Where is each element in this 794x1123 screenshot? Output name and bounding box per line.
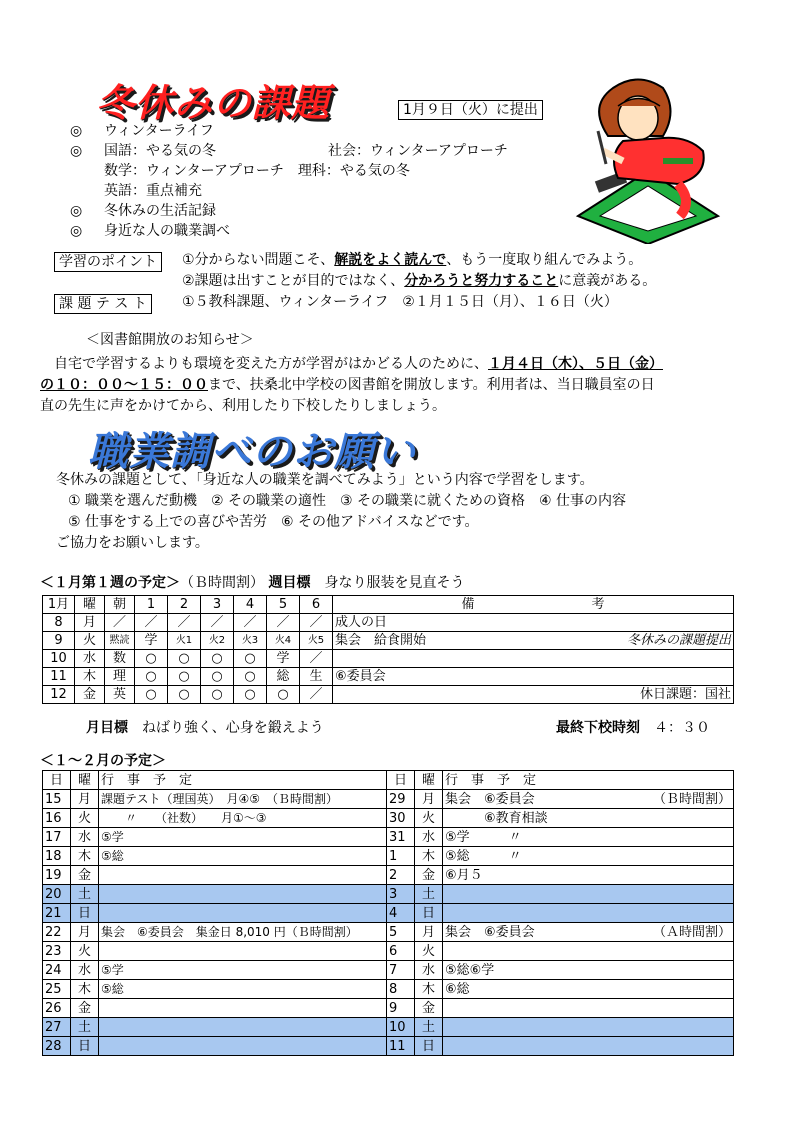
period-cell: ○ xyxy=(168,650,201,668)
table-row xyxy=(43,650,734,668)
day-cell: 8 xyxy=(387,980,415,999)
period-cell: ○ xyxy=(234,668,267,686)
event-text: ⑤総 〃 xyxy=(445,848,522,864)
weekday-cell: 木 xyxy=(71,847,99,866)
weekday-cell: 土 xyxy=(415,885,443,904)
day-cell: 24 xyxy=(43,961,71,980)
day-cell: 9 xyxy=(387,999,415,1018)
day-cell: 12 xyxy=(43,686,75,704)
table-row xyxy=(43,1018,734,1037)
weekday-cell: 水 xyxy=(415,828,443,847)
event-cell xyxy=(443,828,734,847)
job-line-3: ⑤ 仕事をする上での喜びや苦労 ⑥ その他アドバイスなどです。 xyxy=(68,514,479,530)
table-row xyxy=(43,980,734,999)
event-text: ⑥教育相談 xyxy=(445,810,548,826)
day-cell: 21 xyxy=(43,904,71,923)
weekday-cell: 日 xyxy=(415,904,443,923)
day-cell: 6 xyxy=(387,942,415,961)
period-cell: 火3 xyxy=(234,632,267,650)
period-cell: ○ xyxy=(234,650,267,668)
library-line-3: 直の先生に声をかけてから、利用したり下校したりしましょう。 xyxy=(40,398,446,414)
col-header: 行 事 予 定 xyxy=(443,771,734,790)
month-goal: 月目標 ねばり強く、心身を鍛えよう xyxy=(86,720,324,736)
table-row xyxy=(43,809,734,828)
period-cell: 総 xyxy=(267,668,300,686)
event-text: ⑥月５ xyxy=(445,867,483,883)
event-cell xyxy=(443,923,734,942)
day-cell: 16 xyxy=(43,809,71,828)
event-cell xyxy=(443,980,734,999)
test-label: 課 題 テ ス ト xyxy=(54,294,152,314)
event-timetable: （Ａ時間割） xyxy=(652,924,731,940)
month-header-row xyxy=(43,771,734,790)
table-row xyxy=(43,1037,734,1056)
period-cell: ／ xyxy=(300,686,333,704)
day-cell: 11 xyxy=(387,1037,415,1056)
job-survey-title: 職業調べのお願い xyxy=(88,429,416,475)
col-header: 1月 xyxy=(43,596,75,614)
event-cell xyxy=(99,1037,387,1056)
weekday-cell: 土 xyxy=(71,1018,99,1037)
week-header-row xyxy=(43,596,734,614)
month-table-body xyxy=(43,771,734,1056)
event-cell xyxy=(443,904,734,923)
event-text: ⑤学 〃 xyxy=(445,829,522,845)
bullet-icon: ◎ xyxy=(70,143,83,159)
col-header: 曜 xyxy=(415,771,443,790)
weekday-cell: 木 xyxy=(75,668,105,686)
period-cell: 火1 xyxy=(168,632,201,650)
day-cell: 5 xyxy=(387,923,415,942)
winter-item: 数学：ウィンターアプローチ 理科：やる気の冬 xyxy=(104,163,410,179)
event-cell: 〃 （社数） 月①～③ xyxy=(99,809,387,828)
event-text: ⑤総⑥学 xyxy=(445,962,495,978)
day-cell: 9 xyxy=(43,632,75,650)
event-cell xyxy=(99,885,387,904)
weekday-cell: 火 xyxy=(71,942,99,961)
table-row xyxy=(43,904,734,923)
table-row xyxy=(43,632,734,650)
period-cell: 理 xyxy=(105,668,135,686)
weekday-cell: 水 xyxy=(71,828,99,847)
event-cell: ⑤学 xyxy=(99,828,387,847)
period-cell: ／ xyxy=(135,614,168,632)
period-cell: ／ xyxy=(201,614,234,632)
weekday-cell: 日 xyxy=(71,904,99,923)
weekday-cell: 水 xyxy=(71,961,99,980)
col-header: 朝 xyxy=(105,596,135,614)
col-header: 行 事 予 定 xyxy=(99,771,387,790)
month-schedule-table xyxy=(42,770,734,1056)
weekday-cell: 金 xyxy=(71,999,99,1018)
day-cell: 2 xyxy=(387,866,415,885)
col-header: 5 xyxy=(267,596,300,614)
weekday-cell: 火 xyxy=(415,809,443,828)
event-text: ⑥総 xyxy=(445,981,470,997)
study-point-2: ②課題は出すことが目的ではなく、分かろうと努力することに意義がある。 xyxy=(182,273,657,289)
day-cell: 20 xyxy=(43,885,71,904)
event-cell xyxy=(99,1018,387,1037)
weekday-cell: 木 xyxy=(415,847,443,866)
note-cell: 集会 給食開始 冬休みの課題提出 xyxy=(333,632,734,650)
period-cell: ／ xyxy=(105,614,135,632)
day-cell: 22 xyxy=(43,923,71,942)
day-cell: 27 xyxy=(43,1018,71,1037)
library-line-1: 自宅で学習するよりも環境を変えた方が学習がはかどる人のために、１月４日（木）、５日（金） xyxy=(54,356,663,372)
day-cell: 8 xyxy=(43,614,75,632)
winter-item: 冬休みの生活記録 xyxy=(104,203,216,219)
day-cell: 31 xyxy=(387,828,415,847)
winter-item: 社会：ウィンターアプローチ xyxy=(328,143,508,159)
weekday-cell: 火 xyxy=(71,809,99,828)
event-cell: ⑤総 xyxy=(99,980,387,999)
event-cell xyxy=(443,1037,734,1056)
note-cell xyxy=(333,650,734,668)
table-row xyxy=(43,790,734,809)
col-header: 備 考 xyxy=(333,596,734,614)
study-point-1: ①分からない問題こそ、解説をよく読んで、もう一度取り組んでみよう。 xyxy=(182,252,643,268)
day-cell: 28 xyxy=(43,1037,71,1056)
winter-item: 身近な人の職業調べ xyxy=(104,223,230,239)
job-line-1: 冬休みの課題として、「身近な人の職業を調べてみよう」という内容で学習をします。 xyxy=(56,472,594,488)
weekday-cell: 金 xyxy=(415,866,443,885)
day-cell: 10 xyxy=(43,650,75,668)
period-cell: ／ xyxy=(168,614,201,632)
event-timetable: （Ｂ時間割） xyxy=(652,791,731,807)
weekday-cell: 木 xyxy=(71,980,99,999)
period-cell: 数 xyxy=(105,650,135,668)
library-heading: ＜図書館開放のお知らせ＞ xyxy=(86,332,254,348)
period-cell: 英 xyxy=(105,686,135,704)
period-cell: ○ xyxy=(234,686,267,704)
table-row xyxy=(43,614,734,632)
period-cell: ○ xyxy=(201,686,234,704)
weekday-cell: 月 xyxy=(71,790,99,809)
event-cell xyxy=(99,904,387,923)
weekday-cell: 月 xyxy=(75,614,105,632)
day-cell: 4 xyxy=(387,904,415,923)
period-cell: 黙読 xyxy=(105,632,135,650)
event-cell xyxy=(443,961,734,980)
week-heading-row: ＜１月第１週の予定＞（Ｂ時間割） 週目標 身なり服装を見直そう xyxy=(40,575,465,591)
day-cell: 23 xyxy=(43,942,71,961)
period-cell: 学 xyxy=(267,650,300,668)
table-row xyxy=(43,999,734,1018)
calligraphy-girl-illustration xyxy=(568,66,738,244)
day-cell: 18 xyxy=(43,847,71,866)
table-row xyxy=(43,923,734,942)
col-header: 日 xyxy=(387,771,415,790)
weekday-cell: 月 xyxy=(71,923,99,942)
period-cell: 火4 xyxy=(267,632,300,650)
table-row xyxy=(43,668,734,686)
period-cell: ○ xyxy=(135,668,168,686)
day-cell: 29 xyxy=(387,790,415,809)
weekday-cell: 土 xyxy=(71,885,99,904)
period-cell: ／ xyxy=(234,614,267,632)
weekday-cell: 日 xyxy=(71,1037,99,1056)
test-text: ①５教科課題、ウィンターライフ ②１月１５日（月）、１６日（火） xyxy=(182,294,618,310)
col-header: 日 xyxy=(43,771,71,790)
period-cell: 生 xyxy=(300,668,333,686)
day-cell: 11 xyxy=(43,668,75,686)
event-cell xyxy=(443,885,734,904)
event-cell xyxy=(99,866,387,885)
job-line-2: ① 職業を選んだ動機 ② その職業の適性 ③ その職業に就くための資格 ④ 仕事の内容 xyxy=(68,493,627,509)
library-line-2: の１０：００～１５：００まで、扶桑北中学校の図書館を開放します。利用者は、当日職員室の日 xyxy=(40,377,655,393)
col-header: 6 xyxy=(300,596,333,614)
weekday-cell: 水 xyxy=(75,650,105,668)
weekday-cell: 日 xyxy=(415,1037,443,1056)
col-header: 曜 xyxy=(75,596,105,614)
period-cell: ○ xyxy=(267,686,300,704)
weekday-cell: 木 xyxy=(415,980,443,999)
event-cell xyxy=(99,942,387,961)
month-heading: ＜１～２月の予定＞ xyxy=(40,753,166,769)
table-row xyxy=(43,961,734,980)
event-cell xyxy=(443,942,734,961)
col-header: 4 xyxy=(234,596,267,614)
event-text: 集会 ⑥委員会 xyxy=(445,791,535,807)
col-header: 2 xyxy=(168,596,201,614)
period-cell: ／ xyxy=(267,614,300,632)
due-date-box: 1月９日（火）に提出 xyxy=(398,100,543,120)
event-text: 集会 ⑥委員会 xyxy=(445,924,535,940)
event-cell xyxy=(443,999,734,1018)
weekday-cell: 金 xyxy=(71,866,99,885)
weekday-cell: 水 xyxy=(415,961,443,980)
job-line-4: ご協力をお願いします。 xyxy=(56,535,209,551)
table-row xyxy=(43,828,734,847)
period-cell: ○ xyxy=(201,650,234,668)
note-cell: 成人の日 xyxy=(333,614,734,632)
period-cell: 火2 xyxy=(201,632,234,650)
day-cell: 1 xyxy=(387,847,415,866)
period-cell: ／ xyxy=(300,614,333,632)
weekday-cell: 月 xyxy=(415,790,443,809)
table-row xyxy=(43,686,734,704)
table-row xyxy=(43,847,734,866)
event-cell: 課題テスト（理国英） 月④⑤ （Ｂ時間割） xyxy=(99,790,387,809)
period-cell: ／ xyxy=(300,650,333,668)
study-point-label: 学習のポイント xyxy=(54,252,162,272)
table-row xyxy=(43,885,734,904)
table-row xyxy=(43,942,734,961)
weekday-cell: 月 xyxy=(415,923,443,942)
day-cell: 19 xyxy=(43,866,71,885)
period-cell: ○ xyxy=(201,668,234,686)
weekday-cell: 火 xyxy=(75,632,105,650)
event-cell: ⑤総 xyxy=(99,847,387,866)
event-cell: 集会 ⑥委員会 集金日 8,010 円（Ｂ時間割） xyxy=(99,923,387,942)
week-schedule-table xyxy=(42,595,734,704)
day-cell: 17 xyxy=(43,828,71,847)
col-header: 1 xyxy=(135,596,168,614)
period-cell: 火5 xyxy=(300,632,333,650)
period-cell: ○ xyxy=(135,686,168,704)
event-cell xyxy=(443,847,734,866)
bullet-icon: ◎ xyxy=(70,203,83,219)
winter-item: 国語：やる気の冬 xyxy=(104,143,216,159)
weekday-cell: 金 xyxy=(75,686,105,704)
weekday-cell: 火 xyxy=(415,942,443,961)
event-cell xyxy=(443,866,734,885)
period-cell: 学 xyxy=(135,632,168,650)
day-cell: 10 xyxy=(387,1018,415,1037)
period-cell: ○ xyxy=(135,650,168,668)
day-cell: 3 xyxy=(387,885,415,904)
event-cell: ⑤学 xyxy=(99,961,387,980)
winter-item: ウィンターライフ xyxy=(104,123,214,139)
note-cell: ⑥委員会 xyxy=(333,668,734,686)
day-cell: 7 xyxy=(387,961,415,980)
event-cell xyxy=(443,790,734,809)
day-cell: 26 xyxy=(43,999,71,1018)
weekday-cell: 土 xyxy=(415,1018,443,1037)
winter-title: 冬休みの課題 xyxy=(96,81,331,125)
note-cell: 休日課題：国社 xyxy=(333,686,734,704)
period-cell: ○ xyxy=(168,668,201,686)
table-row xyxy=(43,866,734,885)
period-cell: ○ xyxy=(168,686,201,704)
event-cell xyxy=(99,999,387,1018)
event-cell xyxy=(443,1018,734,1037)
dismissal-time: 最終下校時刻 ４：３０ xyxy=(556,720,710,736)
bullet-icon: ◎ xyxy=(70,123,83,139)
bullet-icon: ◎ xyxy=(70,223,83,239)
weekday-cell: 金 xyxy=(415,999,443,1018)
event-cell xyxy=(443,809,734,828)
col-header: 曜 xyxy=(71,771,99,790)
day-cell: 30 xyxy=(387,809,415,828)
day-cell: 15 xyxy=(43,790,71,809)
col-header: 3 xyxy=(201,596,234,614)
day-cell: 25 xyxy=(43,980,71,999)
winter-item: 英語：重点補充 xyxy=(104,183,202,199)
